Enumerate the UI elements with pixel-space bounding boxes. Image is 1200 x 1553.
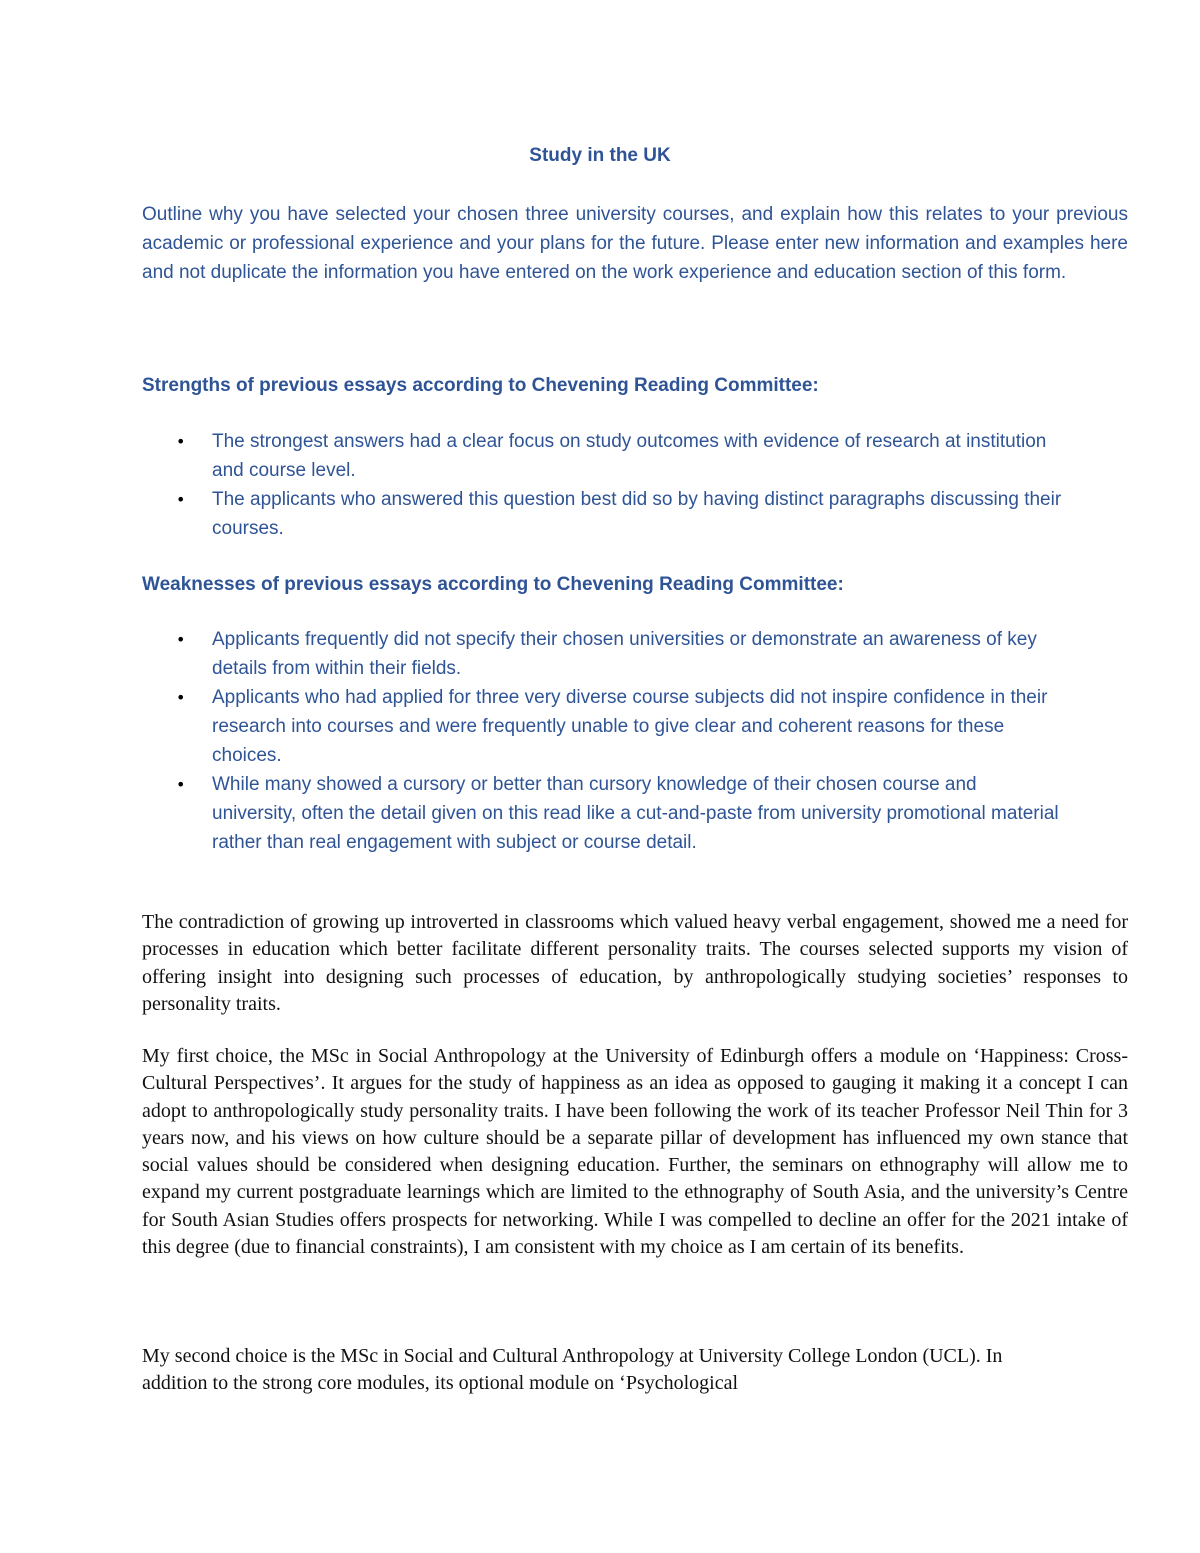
- bullet-icon: •: [176, 688, 186, 707]
- bullet-icon: •: [176, 775, 186, 794]
- list-item: [142, 770, 1062, 857]
- essay-paragraph-intro: The contradiction of growing up introverted in classrooms which valued heavy verbal engagement, showed me a need for processes in education which better facilitate different personality traits. The courses selected supports my vision of offering insight into designing such processes of education, by anthropologically studying societies’ responses to personality traits.: [142, 911, 1128, 1015]
- weaknesses-heading: Weaknesses of previous essays according to Chevening Reading Committee:: [142, 574, 844, 595]
- bullet-icon: •: [176, 630, 186, 649]
- list-item-text: The strongest answers had a clear focus on study outcomes with evidence of research at institution and course level.: [212, 431, 1047, 481]
- list-item-text: Applicants who had applied for three very diverse course subjects did not inspire confidence in their research into courses and were frequently unable to give clear and coherent reasons for these choices.: [212, 687, 1048, 766]
- list-item-text: While many showed a cursory or better than cursory knowledge of their chosen course and university, often the detail given on this read like a cut-and-paste from university promotional material rather than real engagement with subject or course detail.: [212, 774, 1059, 853]
- essay-prompt: Outline why you have selected your chosen three university courses, and explain how this relates to your previous academic or professional experience and your plans for the future. Please enter new information and examples here and not duplicate the information you have entered on the work experience and education section of this form.: [142, 204, 1128, 283]
- list-item: [142, 485, 1062, 543]
- list-item: [142, 427, 1062, 485]
- essay-paragraph-first-choice: My first choice, the MSc in Social Anthropology at the University of Edinburgh offers a module on ‘Happiness: Cross-Cultural Perspectives’. It argues for the study of happiness as an idea as opposed to gauging it making it a concept I can adopt to anthropologically study personality traits. I have been following the work of its teacher Professor Neil Thin for 3 years now, and his views on how culture should be a separate pillar of development has influenced my own stance that social values should be considered when designing education. Further, the seminars on ethnography will allow me to expand my current postgraduate learnings which are limited to the ethnography of South Asia, and the university’s Centre for South Asian Studies offers prospects for networking. While I was compelled to decline an offer for the 2021 intake of this degree (due to financial constraints), I am consistent with my choice as I am certain of its benefits.: [142, 1045, 1128, 1259]
- bullet-icon: •: [176, 490, 186, 509]
- strengths-list: [142, 427, 1062, 543]
- list-item-text: The applicants who answered this question best did so by having distinct paragraphs discussing their courses.: [212, 489, 1062, 539]
- list-item: [142, 683, 1062, 770]
- list-item-text: Applicants frequently did not specify their chosen universities or demonstrate an awareness of key details from within their fields.: [212, 629, 1037, 679]
- bullet-icon: •: [176, 432, 186, 451]
- strengths-heading: Strengths of previous essays according to Chevening Reading Committee:: [142, 375, 819, 396]
- list-item: [142, 625, 1062, 683]
- page-title: Study in the UK: [529, 145, 671, 166]
- essay-paragraph-second-choice: My second choice is the MSc in Social and Cultural Anthropology at University College London (UCL). In addition to the strong core modules, its optional module on ‘Psychological: [142, 1345, 1003, 1395]
- weaknesses-list: [142, 625, 1062, 857]
